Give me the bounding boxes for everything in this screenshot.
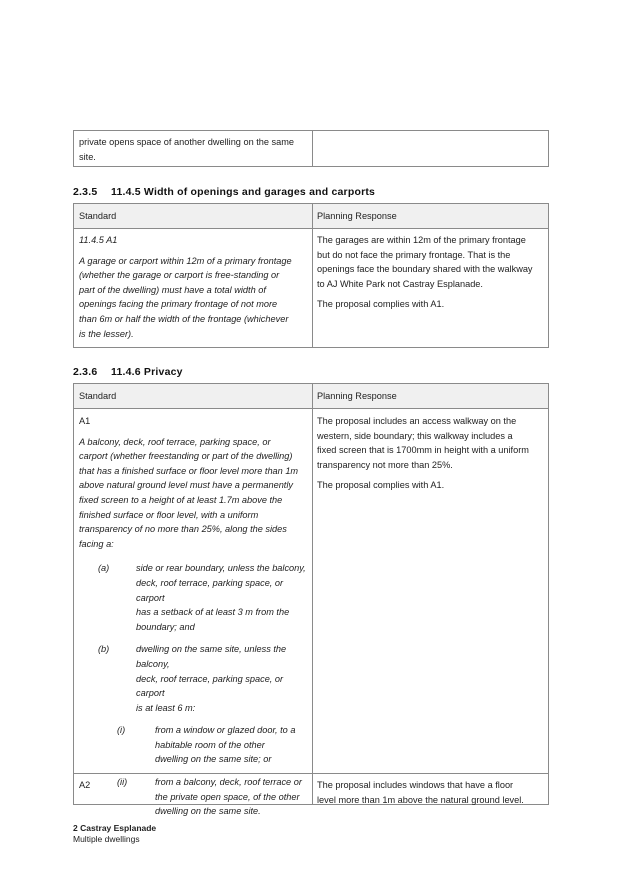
standard-line: than 6m or half the width of the frontage (whichever [79, 313, 289, 324]
a1-line: transparency of no more than 25%, along the sides [79, 524, 287, 535]
response-line: The garages are within 12m of the primary frontage [317, 235, 526, 245]
standard-line: is the lesser). [79, 328, 134, 339]
response-line: openings face the boundary shared with the walkway [317, 264, 533, 275]
list-label-ii: (ii) [117, 777, 128, 788]
header-planning-response: Planning Response [312, 204, 548, 228]
a1-response-line: fixed screen that is 1700mm in height with a uniform [317, 445, 529, 456]
complies-statement: The proposal complies with A1. [317, 299, 445, 310]
a1-complies-statement: The proposal complies with A1. [317, 480, 445, 491]
page-footer [73, 823, 156, 845]
a2-response-line: The proposal includes windows that have a floor [317, 780, 514, 790]
continuation-cell-left [74, 131, 312, 168]
continuation-line: site. [79, 151, 96, 162]
response-line: to AJ White Park not Castray Esplanade. [317, 278, 483, 289]
header-standard: Standard [74, 204, 312, 228]
standard-line: A garage or carport within 12m of a primary frontage [79, 255, 292, 266]
header-standard: Standard [74, 384, 312, 408]
section-heading-235: 2.3.5 11.4.5 Width of openings and garages and carports [73, 186, 376, 198]
a1-line: finished surface or floor level, with a uniform [79, 509, 259, 520]
a1-standard-cell [74, 410, 312, 823]
a1-response-cell [312, 410, 548, 497]
a1-response-line: transparency not more than 25%. [317, 459, 453, 470]
list-item-a: (a) side or rear boundary, unless the balcony, deck, roof terrace, parking space, or carport has a setback of at least 3 m from the boundary; and [98, 563, 306, 632]
table-privacy [73, 383, 549, 817]
section-heading-236: 2.3.6 11.4.6 Privacy [73, 366, 183, 378]
list-label-b: (b) [98, 644, 110, 655]
a1-response-line: The proposal includes an access walkway on the [317, 416, 517, 426]
standard-cell [74, 229, 312, 345]
a1-label: A1 [79, 416, 91, 426]
a1-line: facing a: [79, 538, 114, 549]
a1-line: fixed screen to a height of at least 1.7m above the [79, 494, 283, 505]
header-planning-response: Planning Response [312, 384, 548, 408]
a1-line: that has a finished surface or floor level more than 1m [79, 465, 299, 476]
a2-label: A2 [79, 780, 91, 790]
continuation-line: private opens space of another dwelling on the same [79, 137, 295, 147]
a1-line: above natural ground level must have a permanently [79, 480, 293, 491]
a2-response-line: level more than 1m above the natural ground level. [317, 794, 524, 805]
continuation-table [73, 130, 549, 167]
standard-line: openings facing the primary frontage of not more [79, 299, 278, 310]
a2-response-cell [312, 774, 548, 811]
a1-response-line: western, side boundary; this walkway includes a [317, 430, 513, 441]
table-width-of-openings [73, 203, 549, 348]
a2-standard-cell [74, 774, 312, 797]
list-item-b: (b) dwelling on the same site, unless the balcony, deck, roof terrace, parking space, or carport is at least 6 m: [98, 644, 287, 713]
list-label-a: (a) [98, 563, 110, 574]
list-item-ii: (ii) from a balcony, deck, roof terrace or the private open space, of the other dwelling on the same site. [117, 777, 302, 817]
footer-description: Multiple dwellings [73, 834, 140, 844]
a1-line: A balcony, deck, roof terrace, parking space, or [79, 436, 271, 447]
standard-line: (whether the garage or carport is free-standing or [79, 270, 280, 281]
footer-address: 2 Castray Esplanade [73, 823, 157, 833]
clause-label: 11.4.5 A1 [79, 235, 118, 245]
standard-line: part of the dwelling) must have a total width of [79, 284, 266, 295]
response-cell [312, 229, 548, 316]
a1-line: carport (whether freestanding or part of the dwelling) [79, 451, 293, 462]
response-line: but do not face the primary frontage. That is the [317, 249, 511, 260]
list-label-i: (i) [117, 725, 126, 736]
list-item-i: (i) from a window or glazed door, to a habitable room of the other dwelling on the same site; or [117, 725, 296, 765]
